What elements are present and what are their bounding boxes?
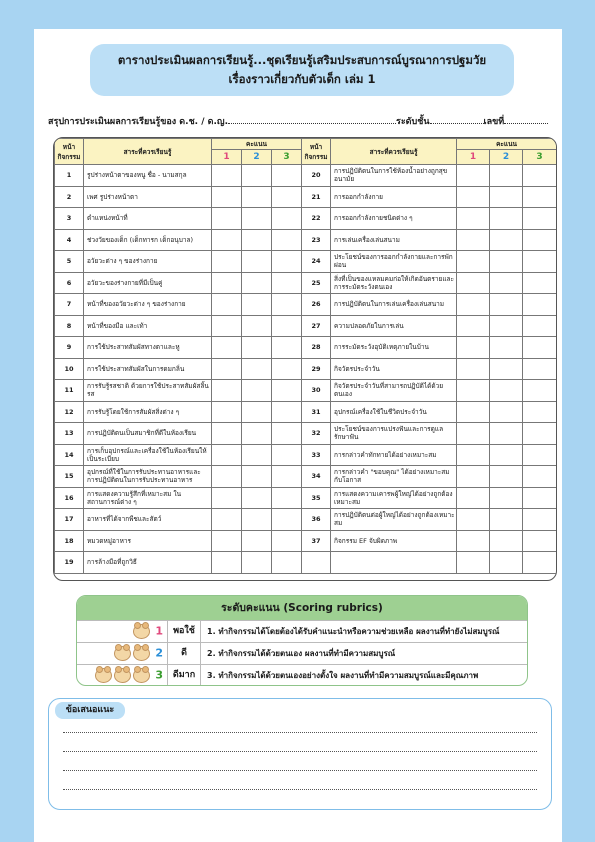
- activity-item: การรับรู้รสชาติ ด้วยการใช้ประสาทสัมผัสลิ้นรส: [84, 380, 212, 402]
- activity-number: 27: [302, 315, 331, 337]
- rubric-faces-1: [77, 624, 167, 639]
- score-cell[interactable]: [212, 466, 242, 488]
- score-cell[interactable]: [242, 294, 272, 316]
- score-cell[interactable]: [272, 401, 302, 423]
- score-cell[interactable]: [457, 401, 490, 423]
- score-cell[interactable]: [212, 509, 242, 531]
- score-cell[interactable]: [272, 186, 302, 208]
- level-1-header-right: 1: [457, 150, 490, 165]
- activity-item: หน้าที่ของมือ และเท้า: [84, 315, 212, 337]
- activity-number: 25: [302, 272, 331, 294]
- score-cell[interactable]: [490, 272, 523, 294]
- activity-item: อุปกรณ์เครื่องใช้ในชีวิตประจำวัน: [331, 401, 457, 423]
- number-label: เลขที่: [483, 117, 505, 127]
- rubric-desc-1: 1. ทำกิจกรรมได้โดยต้องได้รับคำแนะนำหรือความช่วยเหลือ ผลงานที่ทำยังไม่สมบูรณ์: [207, 627, 500, 636]
- score-cell[interactable]: [523, 444, 557, 466]
- activity-number: 30: [302, 380, 331, 402]
- activity-item: อุปกรณ์ที่ใช้ในการรับประทานอาหารและการปฏิบัติตนในการรับประทานอาหาร: [84, 466, 212, 488]
- score-cell[interactable]: [490, 509, 523, 531]
- score-cell[interactable]: [212, 251, 242, 273]
- activity-number: 8: [55, 315, 84, 337]
- activity-number: 23: [302, 229, 331, 251]
- score-cell[interactable]: [212, 444, 242, 466]
- score-cell[interactable]: [490, 487, 523, 509]
- suggestion-line[interactable]: [63, 770, 537, 771]
- score-cell[interactable]: [457, 315, 490, 337]
- activity-item: การแสดงความเคารพผู้ใหญ่ได้อย่างถูกต้องเหมาะสม: [331, 487, 457, 509]
- activity-number: 6: [55, 272, 84, 294]
- score-cell[interactable]: [242, 423, 272, 445]
- score-cell[interactable]: [242, 444, 272, 466]
- rubric-faces-3: [77, 668, 167, 683]
- score-cell[interactable]: [242, 229, 272, 251]
- rubric-score-1: 1: [155, 624, 163, 638]
- score-cell[interactable]: [272, 466, 302, 488]
- score-cell[interactable]: [490, 552, 523, 574]
- suggestion-line[interactable]: [63, 732, 537, 733]
- score-cell[interactable]: [272, 251, 302, 273]
- score-cell[interactable]: [212, 423, 242, 445]
- rubric-label-3: ดีมาก: [167, 665, 201, 686]
- score-cell[interactable]: [523, 466, 557, 488]
- activity-number: 19: [55, 552, 84, 574]
- activity-number: 31: [302, 401, 331, 423]
- activity-number: 22: [302, 208, 331, 230]
- score-cell[interactable]: [523, 552, 557, 574]
- header-item-right: สาระที่ควรเรียนรู้: [331, 139, 457, 165]
- table-row: [55, 423, 557, 445]
- level-3-header: 3: [272, 150, 302, 165]
- table-row: [55, 186, 557, 208]
- activity-item: กิจวัตรประจำวันที่สามารถปฏิบัติได้ด้วยตนเอง: [331, 380, 457, 402]
- activity-number: 36: [302, 509, 331, 531]
- table-row: [55, 229, 557, 251]
- activity-item: การรับรู้โดยใช้การสัมผัสสิ่งต่าง ๆ: [84, 401, 212, 423]
- level-2-header-right: 2: [490, 150, 523, 165]
- table-row: [55, 294, 557, 316]
- score-cell[interactable]: [523, 509, 557, 531]
- activity-number: 29: [302, 358, 331, 380]
- score-cell[interactable]: [212, 530, 242, 552]
- score-cell[interactable]: [242, 401, 272, 423]
- score-cell[interactable]: [272, 315, 302, 337]
- scoring-rubric: [76, 595, 528, 686]
- activity-item: การเก็บอุปกรณ์และเครื่องใช้ในห้องเรียนให้เป็นระเบียบ: [84, 444, 212, 466]
- activity-number: 1: [55, 165, 84, 187]
- score-cell[interactable]: [242, 380, 272, 402]
- suggestion-line[interactable]: [63, 751, 537, 752]
- rubric-desc-2: 2. ทำกิจกรรมได้ด้วยตนเอง ผลงานที่ทำมีความสมบูรณ์: [207, 649, 396, 658]
- activity-number: 7: [55, 294, 84, 316]
- score-cell[interactable]: [242, 337, 272, 359]
- score-cell[interactable]: [490, 251, 523, 273]
- score-cell[interactable]: [457, 530, 490, 552]
- activity-item: กิจกรรม EF จับผิดภาพ: [331, 530, 457, 552]
- header-page-activity: หน้า กิจกรรม: [55, 139, 84, 165]
- rubric-score-3: 3: [155, 668, 163, 682]
- score-cell[interactable]: [212, 208, 242, 230]
- rubric-label-2: ดี: [167, 643, 201, 664]
- score-cell[interactable]: [212, 552, 242, 574]
- score-cell[interactable]: [523, 401, 557, 423]
- activity-item: การระมัดระวังอุบัติเหตุภายในบ้าน: [331, 337, 457, 359]
- header-score-right: คะแนน: [457, 139, 557, 150]
- table-row: [55, 401, 557, 423]
- table-row: [55, 315, 557, 337]
- score-cell[interactable]: [212, 337, 242, 359]
- score-cell[interactable]: [523, 229, 557, 251]
- bear-face-icon: [114, 646, 131, 661]
- score-cell[interactable]: [490, 380, 523, 402]
- score-cell[interactable]: [212, 358, 242, 380]
- activity-item: อวัยวะต่าง ๆ ของร่างกาย: [84, 251, 212, 273]
- score-cell[interactable]: [242, 466, 272, 488]
- activity-number: 2: [55, 186, 84, 208]
- score-cell[interactable]: [272, 165, 302, 187]
- activity-item: หน้าที่ของอวัยวะต่าง ๆ ของร่างกาย: [84, 294, 212, 316]
- activity-item: หมวดหมู่อาหาร: [84, 530, 212, 552]
- name-blank[interactable]: [228, 123, 396, 124]
- activity-number: 12: [55, 401, 84, 423]
- activity-number: 10: [55, 358, 84, 380]
- activity-item: การปฏิบัติตนในการเล่นเครื่องเล่นสนาม: [331, 294, 457, 316]
- score-cell[interactable]: [242, 530, 272, 552]
- activity-number: 26: [302, 294, 331, 316]
- activity-item: รูปร่างหน้าตาของหนู ชื่อ - นามสกุล: [84, 165, 212, 187]
- activity-number: 15: [55, 466, 84, 488]
- level-blank[interactable]: [430, 123, 484, 124]
- score-cell[interactable]: [523, 165, 557, 187]
- rubric-title: ระดับคะแนน (Scoring rubrics): [77, 596, 527, 620]
- score-cell[interactable]: [523, 294, 557, 316]
- level-2-header: 2: [242, 150, 272, 165]
- activity-number: 4: [55, 229, 84, 251]
- score-cell[interactable]: [523, 423, 557, 445]
- score-cell[interactable]: [212, 272, 242, 294]
- activity-item: ช่วงวัยของเด็ก (เด็กทารก เด็กอนุบาล): [84, 229, 212, 251]
- score-cell[interactable]: [272, 380, 302, 402]
- score-cell[interactable]: [212, 380, 242, 402]
- table-row: [55, 530, 557, 552]
- suggestion-box: [48, 698, 552, 810]
- activity-item: ประโยชน์ของการแปรงฟันและการดูแลรักษาฟัน: [331, 423, 457, 445]
- activity-item: การแสดงความรู้สึกที่เหมาะสม ในสถานการณ์ต่าง ๆ: [84, 487, 212, 509]
- level-label: ระดับชั้น: [396, 117, 430, 127]
- score-cell[interactable]: [272, 444, 302, 466]
- table-row: [55, 358, 557, 380]
- score-cell[interactable]: [272, 272, 302, 294]
- activity-item: [331, 552, 457, 574]
- score-cell[interactable]: [457, 552, 490, 574]
- activity-number: 3: [55, 208, 84, 230]
- score-cell[interactable]: [212, 294, 242, 316]
- worksheet-page: [34, 29, 562, 842]
- activity-item: ตำแหน่งหน้าที่: [84, 208, 212, 230]
- activity-item: การออกกำลังกายชนิดต่าง ๆ: [331, 208, 457, 230]
- bear-face-icon: [133, 668, 150, 683]
- title-line-1: ตารางประเมินผลการเรียนรู้...ชุดเรียนรู้เสริมประสบการณ์บูรณาการปฐมวัย: [117, 53, 487, 67]
- activity-item: สิ่งที่เป็นของแหลมคมก่อให้เกิดอันตรายและการระมัดระวังตนเอง: [331, 272, 457, 294]
- score-cell[interactable]: [242, 552, 272, 574]
- score-cell[interactable]: [212, 401, 242, 423]
- activity-item: การกล่าวคำทักทายได้อย่างเหมาะสม: [331, 444, 457, 466]
- table-row: [55, 444, 557, 466]
- score-cell[interactable]: [212, 487, 242, 509]
- bear-face-icon: [114, 668, 131, 683]
- activity-item: อวัยวะของร่างกายที่มีเป็นคู่: [84, 272, 212, 294]
- score-cell[interactable]: [242, 251, 272, 273]
- score-cell[interactable]: [523, 186, 557, 208]
- score-cell[interactable]: [490, 423, 523, 445]
- activity-item: ประโยชน์ของการออกกำลังกายและการพักผ่อน: [331, 251, 457, 273]
- activity-number: 21: [302, 186, 331, 208]
- table-row: [55, 509, 557, 531]
- score-cell[interactable]: [457, 294, 490, 316]
- header-item: สาระที่ควรเรียนรู้: [84, 139, 212, 165]
- score-cell[interactable]: [523, 380, 557, 402]
- table-row: [55, 552, 557, 574]
- rubric-label-1: พอใช้: [167, 621, 201, 642]
- table-row: [55, 466, 557, 488]
- level-3-header-right: 3: [523, 150, 557, 165]
- activity-item: การปฏิบัติตนต่อผู้ใหญ่ได้อย่างถูกต้องเหมาะสม: [331, 509, 457, 531]
- score-cell[interactable]: [523, 337, 557, 359]
- activity-item: การล้างมือที่ถูกวิธี: [84, 552, 212, 574]
- score-cell[interactable]: [457, 466, 490, 488]
- score-cell[interactable]: [272, 358, 302, 380]
- score-cell[interactable]: [490, 208, 523, 230]
- score-cell[interactable]: [242, 272, 272, 294]
- score-cell[interactable]: [212, 165, 242, 187]
- score-cell[interactable]: [272, 229, 302, 251]
- score-cell[interactable]: [272, 337, 302, 359]
- activity-item: ความปลอดภัยในการเล่น: [331, 315, 457, 337]
- score-cell[interactable]: [242, 358, 272, 380]
- score-cell[interactable]: [490, 229, 523, 251]
- score-cell[interactable]: [490, 294, 523, 316]
- bear-face-icon: [133, 624, 150, 639]
- activity-item: การใช้ประสาทสัมผัสทางตาและหู: [84, 337, 212, 359]
- score-cell[interactable]: [457, 358, 490, 380]
- activity-number: 18: [55, 530, 84, 552]
- score-cell[interactable]: [457, 186, 490, 208]
- score-cell[interactable]: [212, 229, 242, 251]
- activity-number: 13: [55, 423, 84, 445]
- activity-item: การออกกำลังกาย: [331, 186, 457, 208]
- score-cell[interactable]: [457, 380, 490, 402]
- activity-item: เพศ รูปร่างหน้าตา: [84, 186, 212, 208]
- activity-number: 37: [302, 530, 331, 552]
- activity-number: 5: [55, 251, 84, 273]
- activity-number: 33: [302, 444, 331, 466]
- activity-number: 16: [55, 487, 84, 509]
- table-row: [55, 272, 557, 294]
- header-page-activity-right: หน้า กิจกรรม: [302, 139, 331, 165]
- score-cell[interactable]: [212, 315, 242, 337]
- score-cell[interactable]: [457, 229, 490, 251]
- table-row: [55, 165, 557, 187]
- score-cell[interactable]: [490, 358, 523, 380]
- score-cell[interactable]: [272, 208, 302, 230]
- score-cell[interactable]: [242, 487, 272, 509]
- table-row: [55, 337, 557, 359]
- activity-number: 20: [302, 165, 331, 187]
- activity-number: [302, 552, 331, 574]
- level-1-header: 1: [212, 150, 242, 165]
- activity-number: 35: [302, 487, 331, 509]
- student-summary-line: [48, 114, 560, 128]
- title-line-2: เรื่องราวเกี่ยวกับตัวเด็ก เล่ม 1: [228, 72, 376, 86]
- activity-number: 14: [55, 444, 84, 466]
- score-cell[interactable]: [490, 466, 523, 488]
- score-cell[interactable]: [523, 272, 557, 294]
- activity-item: การปฏิบัติตนเป็นสมาชิกที่ดีในห้องเรียน: [84, 423, 212, 445]
- score-cell[interactable]: [212, 186, 242, 208]
- activity-item: การกล่าวคำ "ขอบคุณ" ได้อย่างเหมาะสมกับโอกาส: [331, 466, 457, 488]
- score-cell[interactable]: [272, 294, 302, 316]
- bear-face-icon: [95, 668, 112, 683]
- activity-item: การเล่นเครื่องเล่นสนาม: [331, 229, 457, 251]
- rubric-row-3: [77, 664, 527, 686]
- table-row: [55, 208, 557, 230]
- score-cell[interactable]: [457, 487, 490, 509]
- table-row: [55, 487, 557, 509]
- score-cell[interactable]: [242, 208, 272, 230]
- score-cell[interactable]: [242, 509, 272, 531]
- score-cell[interactable]: [457, 251, 490, 273]
- suggestion-label: ข้อเสนอแนะ: [55, 702, 125, 719]
- activity-number: 24: [302, 251, 331, 273]
- bear-face-icon: [133, 646, 150, 661]
- activity-number: 32: [302, 423, 331, 445]
- score-cell[interactable]: [457, 509, 490, 531]
- score-cell[interactable]: [490, 165, 523, 187]
- score-cell[interactable]: [457, 337, 490, 359]
- rubric-row-2: [77, 642, 527, 664]
- evaluation-table: [53, 137, 557, 581]
- score-cell[interactable]: [242, 315, 272, 337]
- score-cell[interactable]: [272, 552, 302, 574]
- score-cell[interactable]: [457, 272, 490, 294]
- score-cell[interactable]: [523, 208, 557, 230]
- activity-item: การใช้ประสาทสัมผัสในการดมกลิ่น: [84, 358, 212, 380]
- score-cell[interactable]: [272, 487, 302, 509]
- summary-label: สรุปการประเมินผลการเรียนรู้ของ ด.ช. / ด.ญ.: [48, 117, 228, 127]
- table-row: [55, 251, 557, 273]
- number-blank[interactable]: [504, 123, 548, 124]
- score-cell[interactable]: [490, 444, 523, 466]
- score-cell[interactable]: [272, 530, 302, 552]
- activity-number: 17: [55, 509, 84, 531]
- score-cell[interactable]: [490, 401, 523, 423]
- suggestion-line[interactable]: [63, 789, 537, 790]
- rubric-faces-2: [77, 646, 167, 661]
- activity-number: 11: [55, 380, 84, 402]
- score-cell[interactable]: [490, 186, 523, 208]
- score-cell[interactable]: [242, 165, 272, 187]
- score-cell[interactable]: [457, 444, 490, 466]
- header-score: คะแนน: [212, 139, 302, 150]
- rubric-desc-3: 3. ทำกิจกรรมได้ด้วยตนเองอย่างตั้งใจ ผลงานที่ทำมีความสมบูรณ์และมีคุณภาพ: [207, 671, 479, 680]
- score-cell[interactable]: [490, 337, 523, 359]
- rubric-row-1: [77, 620, 527, 642]
- score-cell[interactable]: [490, 315, 523, 337]
- score-cell[interactable]: [523, 251, 557, 273]
- score-cell[interactable]: [523, 487, 557, 509]
- score-cell[interactable]: [523, 315, 557, 337]
- activity-number: 9: [55, 337, 84, 359]
- score-cell[interactable]: [272, 509, 302, 531]
- score-cell[interactable]: [242, 186, 272, 208]
- title-banner: [90, 44, 514, 96]
- score-cell[interactable]: [457, 165, 490, 187]
- table-row: [55, 380, 557, 402]
- score-cell[interactable]: [457, 423, 490, 445]
- activity-item: กิจวัตรประจำวัน: [331, 358, 457, 380]
- score-cell[interactable]: [272, 423, 302, 445]
- activity-item: อาหารที่ได้จากพืชและสัตว์: [84, 509, 212, 531]
- activity-number: 34: [302, 466, 331, 488]
- rubric-score-2: 2: [155, 646, 163, 660]
- score-cell[interactable]: [490, 530, 523, 552]
- score-cell[interactable]: [523, 530, 557, 552]
- score-cell[interactable]: [523, 358, 557, 380]
- activity-number: 28: [302, 337, 331, 359]
- activity-item: การปฏิบัติตนในการใช้ห้องน้ำอย่างถูกสุขอนามัย: [331, 165, 457, 187]
- score-cell[interactable]: [457, 208, 490, 230]
